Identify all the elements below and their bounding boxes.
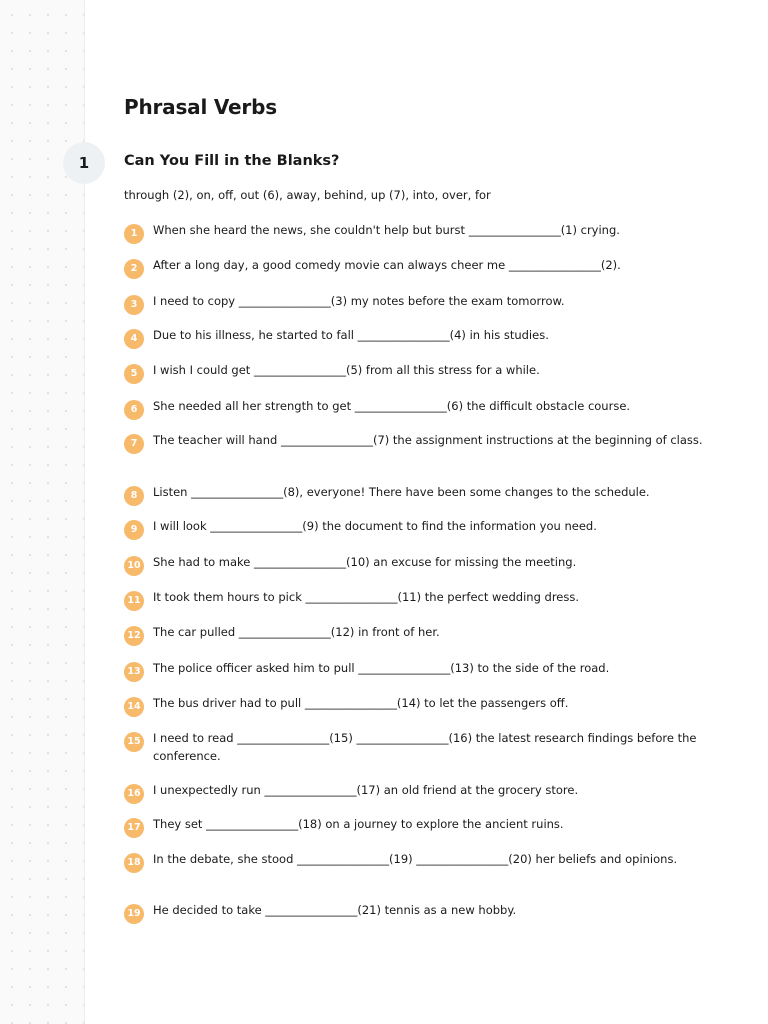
item-number-badge: 14	[124, 697, 144, 717]
item-text: It took them hours to pick ________________(11) the perfect wedding dress.	[153, 590, 580, 604]
item-text: The car pulled ________________(12) in front of her.	[153, 625, 440, 639]
item-number-badge: 8	[124, 486, 144, 506]
item-number-badge: 7	[124, 434, 144, 454]
item-number-badge: 11	[124, 591, 144, 611]
item-text: When she heard the news, she couldn't help but burst ________________(1) crying.	[153, 223, 620, 237]
item-text: She had to make ________________(10) an excuse for missing the meeting.	[153, 555, 577, 569]
item-text: They set ________________(18) on a journey to explore the ancient ruins.	[153, 817, 564, 831]
word-bank: through (2), on, off, out (6), away, behind, up (7), into, over, for	[124, 188, 491, 202]
section-number-badge: 1	[63, 142, 105, 184]
item-text: I will look ________________(9) the document to find the information you need.	[153, 519, 597, 533]
item-text: The teacher will hand ________________(7) the assignment instructions at the beginning of class.	[153, 433, 703, 447]
item-number-badge: 13	[124, 662, 144, 682]
item-number-badge: 19	[124, 904, 144, 924]
item-text: He decided to take ________________(21) tennis as a new hobby.	[153, 903, 517, 917]
item-text: Listen ________________(8), everyone! There have been some changes to the schedule.	[153, 485, 650, 499]
item-number-badge: 4	[124, 329, 144, 349]
item-number-badge: 16	[124, 784, 144, 804]
item-text: I need to read ________________(15) ________________(16) the latest research findings before the conference.	[153, 731, 701, 763]
item-text: The police officer asked him to pull ________________(13) to the side of the road.	[153, 661, 610, 675]
item-text: In the debate, she stood ________________(19) ________________(20) her beliefs and opinions.	[153, 852, 678, 866]
item-number-badge: 18	[124, 853, 144, 873]
item-text: I unexpectedly run ________________(17) an old friend at the grocery store.	[153, 783, 579, 797]
item-text: Due to his illness, he started to fall ________________(4) in his studies.	[153, 328, 549, 342]
item-number-badge: 17	[124, 818, 144, 838]
item-text: The bus driver had to pull ________________(14) to let the passengers off.	[153, 696, 569, 710]
item-number-badge: 12	[124, 626, 144, 646]
item-number-badge: 6	[124, 400, 144, 420]
item-number-badge: 3	[124, 295, 144, 315]
section-title: Can You Fill in the Blanks?	[124, 153, 340, 169]
item-number-badge: 9	[124, 520, 144, 540]
item-text: She needed all her strength to get ________________(6) the difficult obstacle course.	[153, 399, 631, 413]
item-number-badge: 2	[124, 259, 144, 279]
item-number-badge: 5	[124, 364, 144, 384]
item-text: After a long day, a good comedy movie can always cheer me ________________(2).	[153, 258, 621, 272]
item-text: I need to copy ________________(3) my notes before the exam tomorrow.	[153, 294, 565, 308]
item-number-badge: 1	[124, 224, 144, 244]
page-title: Phrasal Verbs	[124, 95, 277, 119]
item-number-badge: 15	[124, 732, 144, 752]
item-text: I wish I could get ________________(5) from all this stress for a while.	[153, 363, 540, 377]
item-number-badge: 10	[124, 556, 144, 576]
